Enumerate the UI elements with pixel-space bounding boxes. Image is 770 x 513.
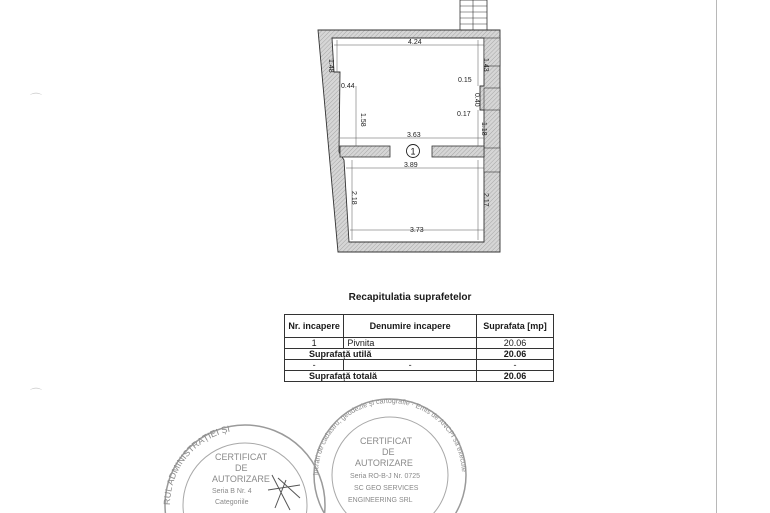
right-stamp-line6: ENGINEERING SRL	[348, 497, 413, 504]
dimension-lines	[334, 40, 484, 240]
walls	[318, 30, 500, 252]
table-row	[285, 338, 554, 349]
dim-left-upper: 1.48	[327, 59, 334, 73]
left-stamp	[162, 424, 325, 513]
margin-mark: ⌒	[30, 92, 43, 106]
usable-area-value: 20.06	[476, 349, 553, 360]
summary-title: Recapitulatia suprafetelor	[348, 292, 472, 303]
usable-area-label: Suprafață utilă	[285, 349, 477, 360]
total-area-label: Suprafață totală	[285, 371, 477, 382]
right-stamp-line4: Seria RO-B-J Nr. 0725	[350, 473, 421, 480]
dim-right-lower: 2.17	[482, 193, 489, 207]
dim-right-upper: 1.43	[482, 58, 489, 72]
empty-area: -	[476, 360, 553, 371]
signature	[268, 475, 300, 510]
header-name: Denumire incapere	[344, 315, 477, 338]
right-stamp-line2: DE	[382, 447, 395, 457]
left-stamp-line5: Categoriile	[215, 499, 249, 506]
right-stamp-line1: CERTIFICAT	[360, 436, 413, 446]
left-stamp-line1: CERTIFICAT	[215, 452, 268, 462]
stamps	[0, 380, 770, 513]
right-stamp-line5: SC GEO SERVICES	[354, 485, 419, 492]
staircase	[460, 0, 487, 30]
margin-mark: ⌒	[30, 387, 43, 401]
dim-left-middle: 1.58	[359, 113, 366, 127]
dim-niche-width: 0.40	[473, 93, 480, 107]
left-stamp-line3: AUTORIZARE	[212, 474, 270, 484]
dim-top-width: 4.24	[408, 39, 422, 46]
row-number: 1	[285, 338, 344, 349]
row-area: 20.06	[476, 338, 553, 349]
left-stamp-ring-text: RUL ADMINISTRAȚIEI ȘI	[161, 423, 231, 506]
dim-inner-width-mid: 3.63	[407, 132, 421, 139]
dim-left-lower: 2.18	[350, 191, 357, 205]
usable-area-row	[285, 349, 554, 360]
summary-table	[284, 314, 554, 382]
right-stamp-ring-text: lucrări de cadastru, geodezie și cartografie · Emis de ANCPI să execute	[312, 397, 467, 476]
table-row	[285, 360, 554, 371]
left-stamp-line2: DE	[235, 463, 248, 473]
right-stamp	[313, 398, 467, 513]
header-area: Suprafata [mp]	[476, 315, 553, 338]
dim-niche-depth-bottom: 0.17	[457, 111, 471, 118]
empty-number: -	[285, 360, 344, 371]
empty-name: -	[344, 360, 477, 371]
dim-right-middle: 1.18	[480, 122, 487, 136]
total-area-value: 20.06	[476, 371, 553, 382]
dim-niche-depth-top: 0.15	[458, 77, 472, 84]
row-name: Pivnita	[344, 338, 477, 349]
dim-lower-width: 3.89	[404, 162, 418, 169]
header-number: Nr. incapere	[285, 315, 344, 338]
right-stamp-line3: AUTORIZARE	[355, 458, 413, 468]
dim-left-offset: 0.44	[341, 83, 355, 90]
left-stamp-line4: Seria B Nr. 4	[212, 488, 252, 495]
room-number: 1	[410, 146, 416, 157]
table-header-row	[285, 315, 554, 338]
dim-bottom-width: 3.73	[410, 227, 424, 234]
